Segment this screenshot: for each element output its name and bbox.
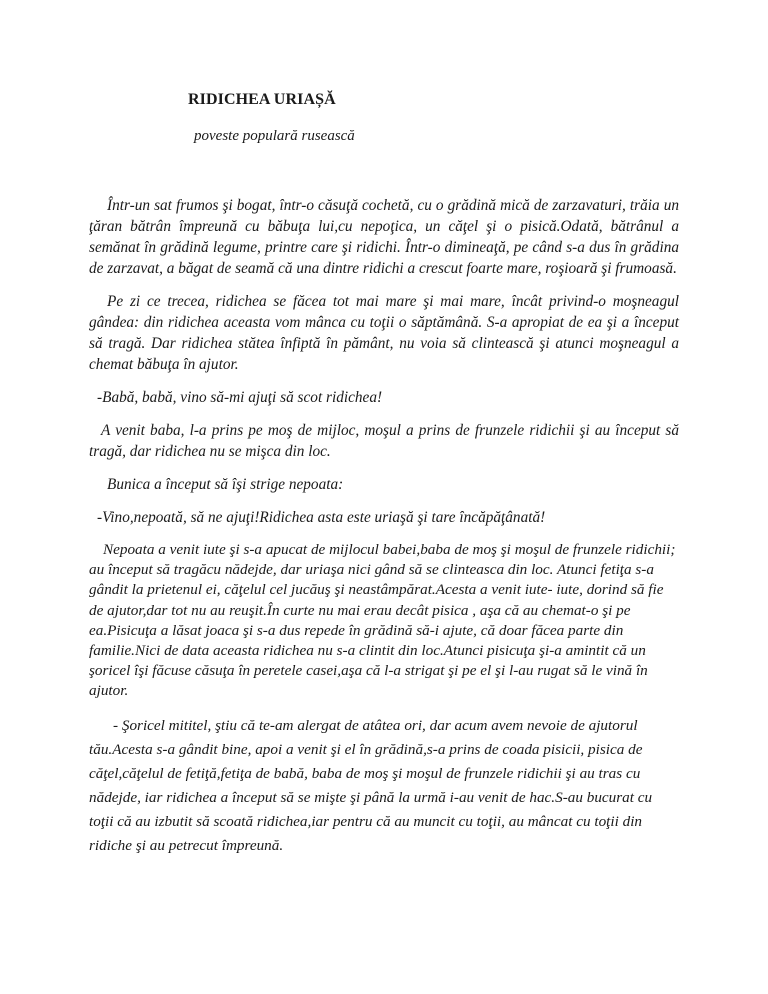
paragraph-6: -Vino,nepoată, să ne ajuţi!Ridichea asta este uriaşă şi tare încăpăţânată! (97, 509, 546, 526)
paragraph-4: A venit baba, l-a prins pe moş de mijloc, moşul a prins de frunzele ridichii şi au început să tragă, dar ridichea nu se mişca din loc. (89, 422, 679, 460)
paragraph-1: Într-un sat frumos şi bogat, într-o căsuţă cochetă, cu o grădină mică de zarzavaturi, trăia un ţăran bătrân împreună cu băbuţa lui,cu nepoţica, un căţel şi o pisică.Odată, bătrânul a semănat în grădină legume, printre care şi ridichi. Într-o dimineaţă, pe când s-a dus în grădina de zarzavat, a băgat de seamă că una dintre ridichi a crescut foarte mare, roşioară şi frumoasă. (89, 197, 679, 277)
story-body (89, 195, 679, 870)
paragraph-7: Nepoata a venit iute şi s-a apucat de mijlocul babei,baba de moş şi moşul de frunzele ridichii; au început să tragăcu nădejde, dar uriaşa nici gând să se clinteasca din loc. Atunci fetiţa s-a gândit la prietenul ei, căţelul cel jucăuş şi neastâmpărat.Acesta a venit iute- iute, dorind să fie de ajutor,dar tot nu au reuşit.În curte nu mai erau decât pisica , aşa că au chemat-o şi pe ea.Pisicuţa a lăsat joaca şi s-a dus repede în grădină să-i ajute, că doar făcea parte din familie.Nici de data aceasta ridichea nu s-a clintit din loc.Atunci pisicuţa şi-a amintit că un şoricel îşi făcuse căsuţa în peretele casei,aşa că l-a strigat şi pe el şi l-au rugat să le vină în ajutor. (89, 541, 676, 700)
paragraph-3: -Babă, babă, vino să-mi ajuţi să scot ridichea! (97, 389, 383, 406)
paragraph-2: Pe zi ce trecea, ridichea se făcea tot mai mare şi mai mare, încât privind-o moşneagul gândea: din ridichea aceasta vom mânca cu toţii o săptămână. S-a apropiat de ea şi a început să tragă. Dar ridichea stătea înfiptă în pământ, nu voia să clintească şi atunci moşneagul a chemat băbuţa în ajutor. (89, 293, 679, 373)
story-title: RIDICHEA URIAȘĂ (188, 91, 336, 108)
story-subtitle: poveste populară rusească (194, 128, 355, 144)
paragraph-5: Bunica a început să îşi strige nepoata: (107, 476, 344, 493)
paragraph-8: - Şoricel mititel, ştiu că te-am alergat de atâtea ori, dar acum avem nevoie de ajutorul tău.Acesta s-a gândit bine, apoi a venit şi el în grădină,s-a prins de coada pisicii, pisica de căţel,căţelul de fetiţă,fetiţa de babă, baba de moş şi moşul de frunzele ridichii şi au tras cu nădejde, iar ridichea a început să se mişte şi până la urmă i-au venit de hac.S-au bucurat cu toţii că au izbutit să scoată ridichea,iar pentru că au muncit cu toţii, au mâncat cu toţii din ridiche şi au petrecut împreună. (89, 716, 653, 854)
